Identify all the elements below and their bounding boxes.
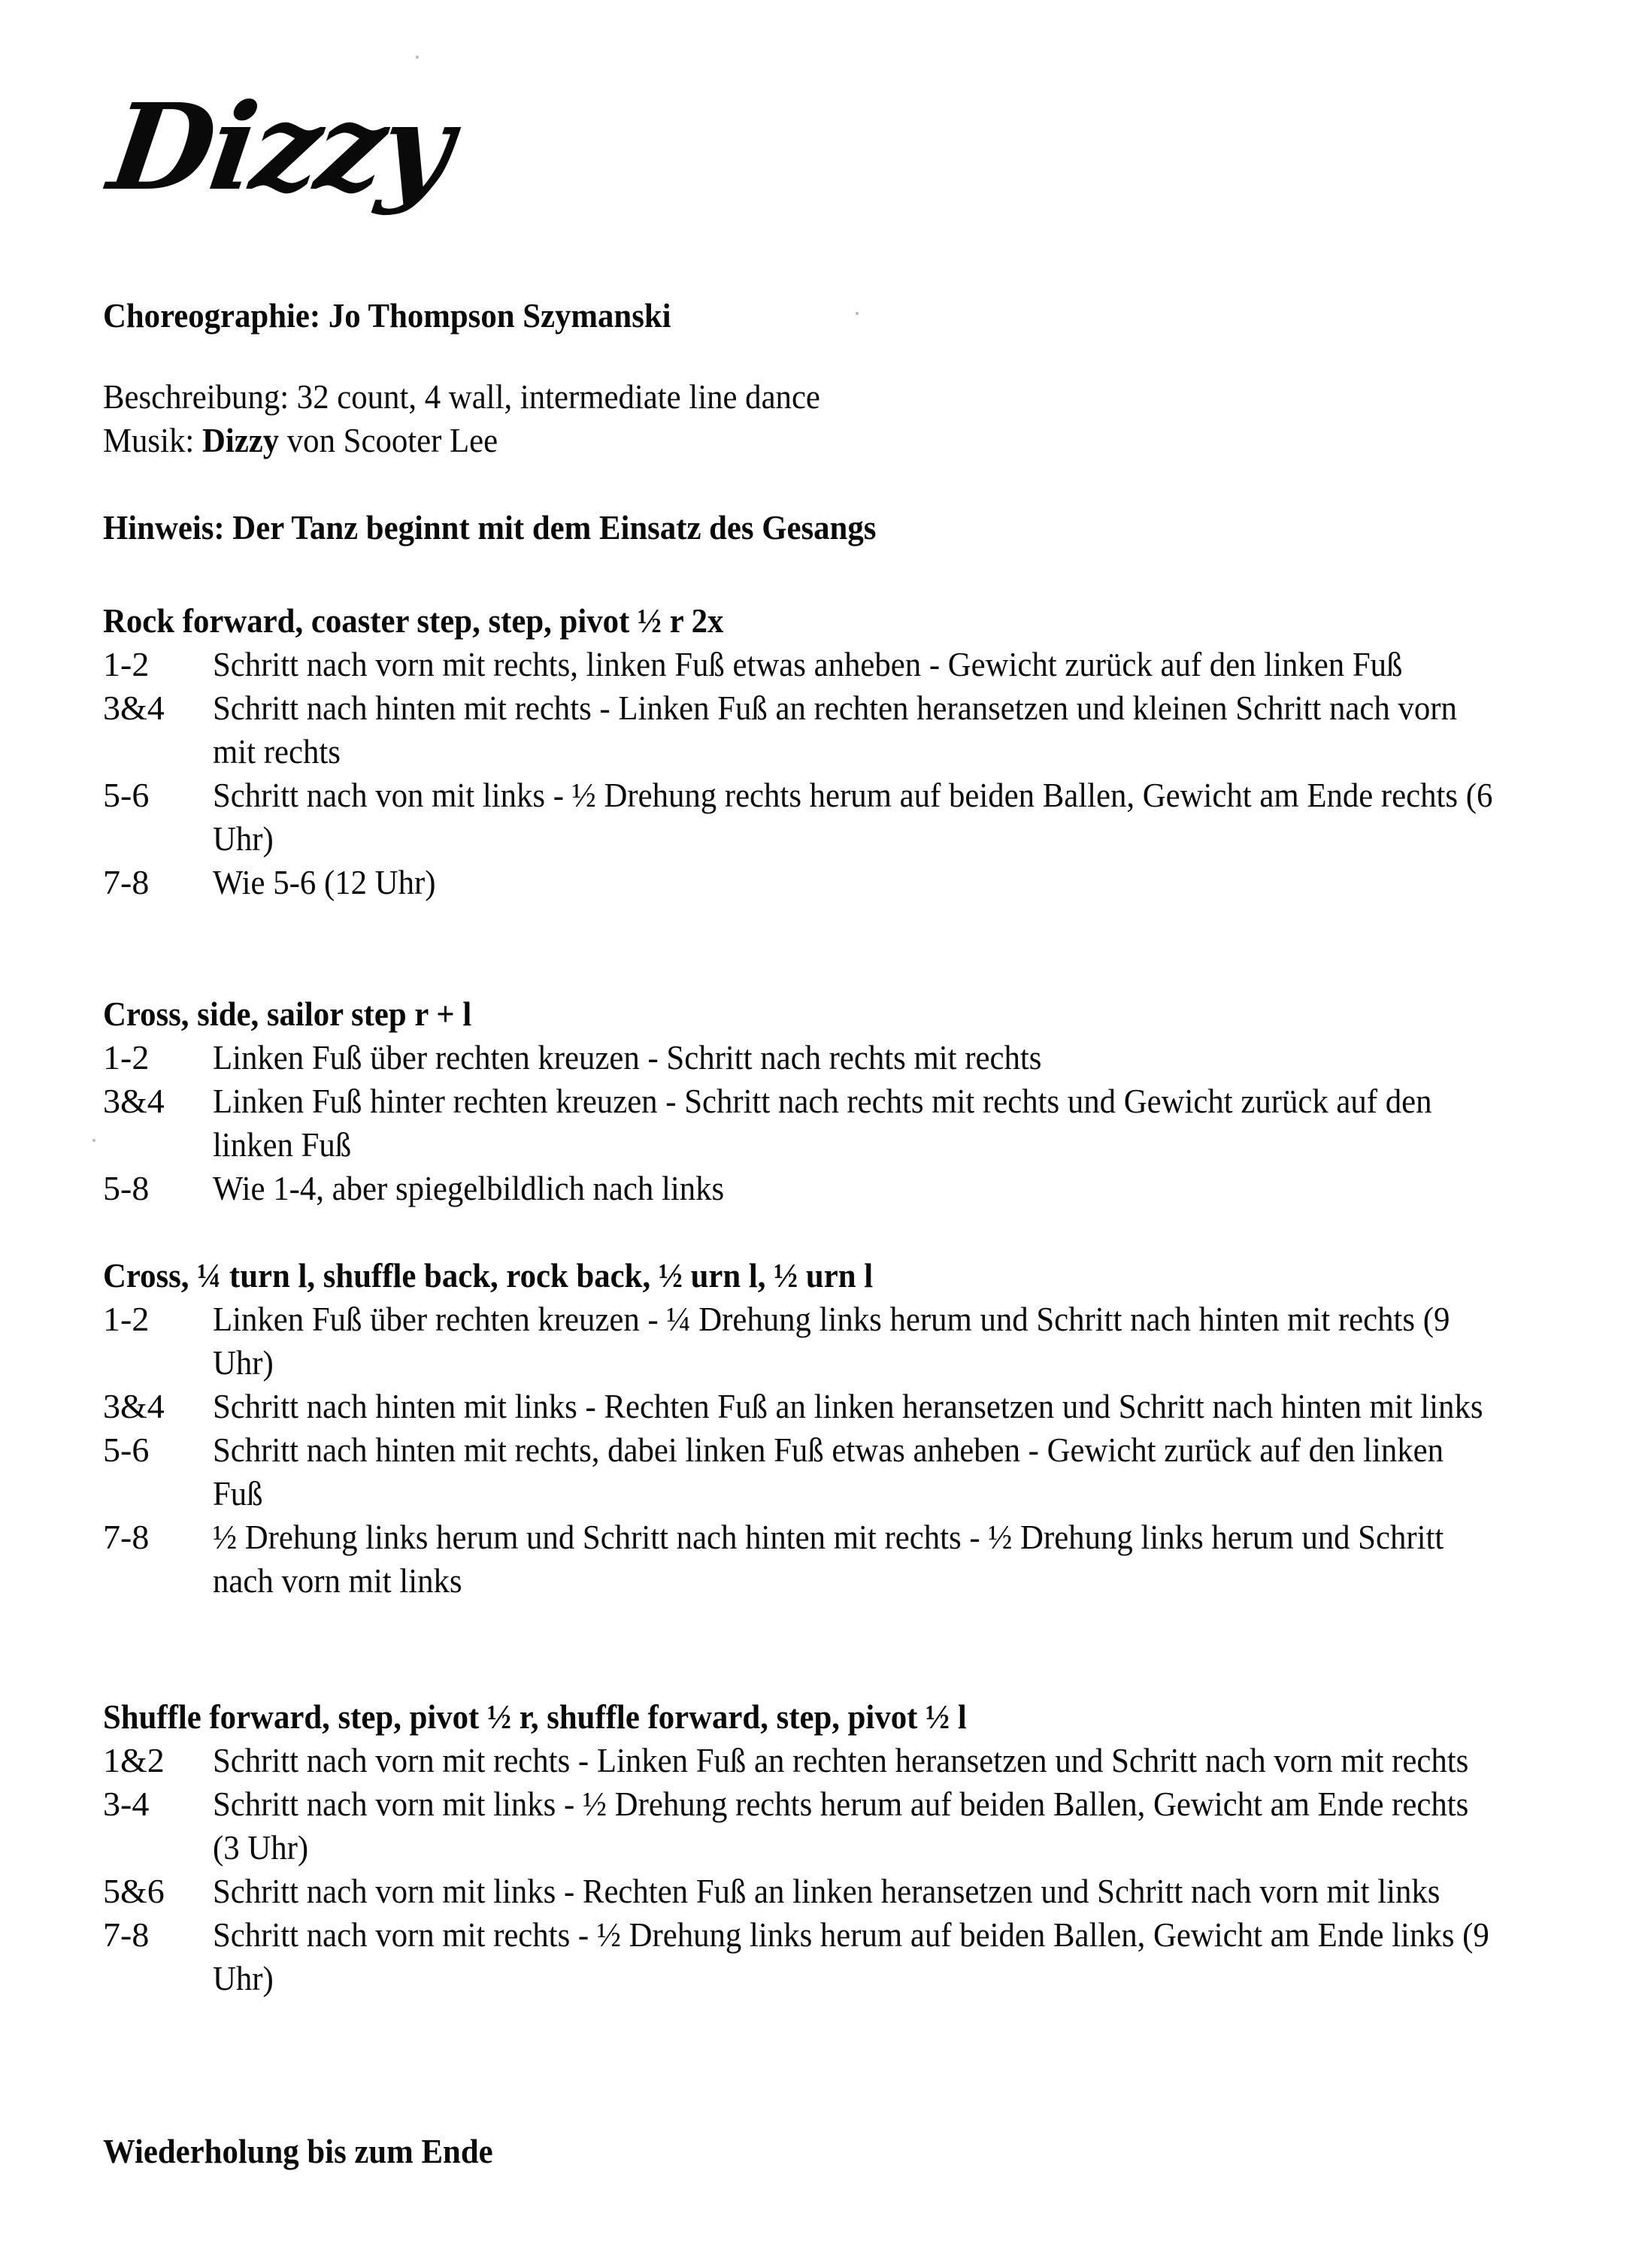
step-text: Schritt nach vorn mit rechts - ½ Drehung links herum auf beiden Ballen, Gewicht am Ende links (9 Uhr) [213, 1915, 1489, 1997]
description: Beschreibung: 32 count, 4 wall, intermediate line dance [103, 377, 820, 416]
scan-speck [92, 1139, 95, 1142]
step-text: Schritt nach hinten mit rechts - Linken Fuß an rechten heransetzen und kleinen Schritt nach vorn mit rechts [213, 689, 1457, 771]
step-count: 1-2 [103, 645, 150, 683]
step-count: 1-2 [103, 1300, 150, 1338]
step-count: 3-4 [103, 1785, 150, 1823]
music-prefix: Musik: [103, 421, 202, 459]
step-row [103, 686, 1592, 774]
step-count: 5-6 [103, 1431, 150, 1469]
page-title: Dizzy [101, 78, 459, 217]
step-row [103, 1385, 1592, 1428]
step-row [103, 1516, 1592, 1603]
step-text: Schritt nach von mit links - ½ Drehung rechts herum auf beiden Ballen, Gewicht am Ende rechts (6 Uhr) [213, 776, 1493, 858]
section-heading: Shuffle forward, step, pivot ½ r, shuffle forward, step, pivot ½ l [103, 1697, 967, 1736]
step-count: 5-6 [103, 776, 150, 814]
step-row [103, 1782, 1592, 1870]
step-count: 1&2 [103, 1741, 165, 1779]
step-row [103, 861, 1592, 904]
step-count: 7-8 [103, 1915, 150, 1954]
step-row [103, 1870, 1592, 1913]
section-2 [103, 992, 1592, 1210]
step-text: Schritt nach hinten mit links - Rechten Fuß an linken heransetzen und Schritt nach hinten mit links [213, 1387, 1483, 1425]
step-text: Linken Fuß über rechten kreuzen - Schritt nach rechts mit rechts [213, 1038, 1042, 1076]
step-row [103, 1298, 1592, 1385]
step-count: 3&4 [103, 689, 165, 727]
section-3 [103, 1254, 1592, 1603]
music-line [103, 419, 498, 461]
step-count: 5&6 [103, 1872, 165, 1910]
music-suffix: von Scooter Lee [279, 421, 498, 459]
step-text: Schritt nach vorn mit rechts, linken Fuß etwas anheben - Gewicht zurück auf den linken Fuß [213, 645, 1403, 683]
step-row [103, 774, 1592, 861]
footer-note: Wiederholung bis zum Ende [103, 2132, 493, 2170]
step-count: 7-8 [103, 1518, 150, 1556]
music-song: Dizzy [201, 421, 280, 459]
section-heading: Cross, side, sailor step r + l [103, 995, 472, 1033]
section-1 [103, 599, 1592, 904]
scan-speck [856, 312, 859, 315]
step-text: ½ Drehung links herum und Schritt nach hinten mit rechts - ½ Drehung links herum und Schritt nach vorn mit links [213, 1518, 1444, 1600]
step-row [103, 1739, 1592, 1782]
step-row [103, 643, 1592, 686]
step-row [103, 1428, 1592, 1516]
step-count: 3&4 [103, 1387, 165, 1425]
section-4 [103, 1695, 1592, 2000]
step-text: Linken Fuß über rechten kreuzen - ¼ Drehung links herum und Schritt nach hinten mit rechts (9 Uhr) [213, 1300, 1450, 1382]
section-heading: Rock forward, coaster step, step, pivot ½ r 2x [103, 601, 724, 640]
scan-speck [416, 56, 419, 59]
choreographer: Choreographie: Jo Thompson Szymanski [103, 296, 671, 335]
step-text: Schritt nach vorn mit rechts - Linken Fuß an rechten heransetzen und Schritt nach vorn mit rechts [213, 1741, 1469, 1779]
step-row [103, 1036, 1592, 1079]
step-count: 1-2 [103, 1038, 150, 1076]
step-count: 5-8 [103, 1169, 150, 1207]
note: Hinweis: Der Tanz beginnt mit dem Einsatz des Gesangs [103, 508, 877, 547]
step-row [103, 1913, 1592, 2000]
step-text: Schritt nach vorn mit links - ½ Drehung rechts herum auf beiden Ballen, Gewicht am Ende rechts (3 Uhr) [213, 1785, 1469, 1867]
step-text: Schritt nach hinten mit rechts, dabei linken Fuß etwas anheben - Gewicht zurück auf den linken Fuß [213, 1431, 1444, 1513]
section-heading: Cross, ¼ turn l, shuffle back, rock back, ½ urn l, ½ urn l [103, 1256, 874, 1294]
step-count: 3&4 [103, 1082, 165, 1120]
step-text: Wie 1-4, aber spiegelbildlich nach links [213, 1169, 725, 1207]
step-row [103, 1167, 1592, 1210]
step-text: Linken Fuß hinter rechten kreuzen - Schritt nach rechts mit rechts und Gewicht zurück auf den linken Fuß [213, 1082, 1432, 1164]
step-text: Schritt nach vorn mit links - Rechten Fuß an linken heransetzen und Schritt nach vorn mit links [213, 1872, 1441, 1910]
step-row [103, 1079, 1592, 1167]
step-text: Wie 5-6 (12 Uhr) [213, 863, 436, 901]
step-count: 7-8 [103, 863, 150, 901]
